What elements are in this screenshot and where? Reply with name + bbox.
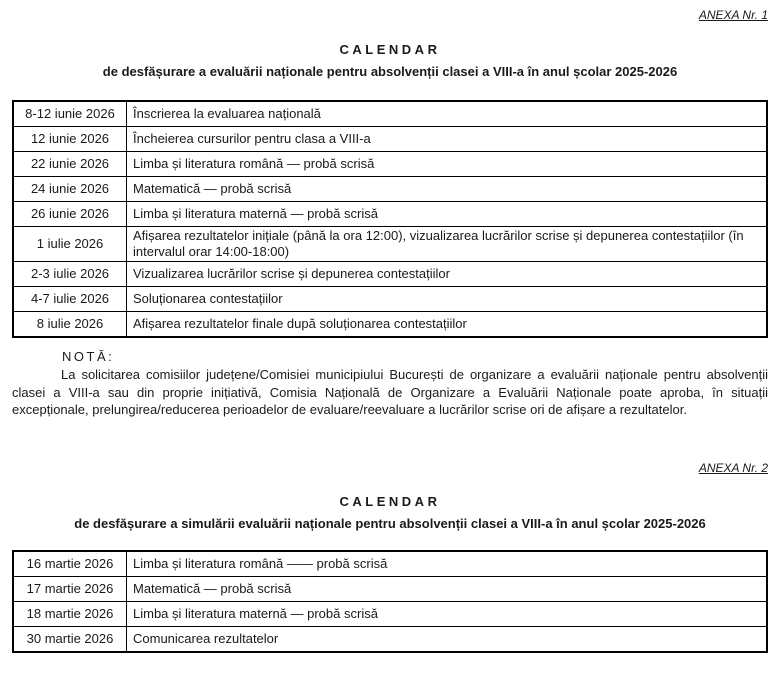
date-cell: 12 iunie 2026: [13, 127, 127, 152]
calendar-table-2: [12, 550, 768, 653]
activity-cell: Înscrierea la evaluarea națională: [127, 101, 768, 127]
activity-cell: Limba și literatura maternă — probă scrisă: [127, 202, 768, 227]
date-cell: 17 martie 2026: [13, 576, 127, 601]
note-block: [12, 349, 768, 419]
annex-1-label-text: ANEXA Nr. 1: [698, 8, 768, 22]
activity-cell: Afișarea rezultatelor finale după soluționarea contestațiilor: [127, 312, 768, 338]
table-row: [13, 287, 767, 312]
activity-cell: Limba și literatura română — probă scrisă: [127, 152, 768, 177]
date-cell: 4-7 iulie 2026: [13, 287, 127, 312]
annex-2-label-text: ANEXA Nr. 2: [698, 460, 768, 475]
note-heading: NOTĂ:: [62, 349, 115, 364]
date-cell: 18 martie 2026: [13, 601, 127, 626]
section-1-title: CALENDAR: [339, 42, 441, 57]
activity-cell: Încheierea cursurilor pentru clasa a VIII-a: [127, 127, 768, 152]
table-row: [13, 601, 767, 626]
activity-cell: Vizualizarea lucrărilor scrise și depunerea contestațiilor: [127, 262, 768, 287]
activity-cell: Matematică — probă scrisă: [127, 576, 768, 601]
table-row: [13, 101, 767, 127]
note-paragraph: La solicitarea comisiilor județene/Comisiei municipiului București de organizare a evaluării naționale pentru absolvenții clasei a VIII-a sau din proprie inițiativă, Comisia Națională de Organizare a Evaluării Naționale poate aproba, în situații excepționale, prelungirea/reducerea perioadelor de evaluare/reevaluare a lucrărilor scrise ori de afișare a rezultatelor.: [12, 367, 768, 417]
date-cell: 26 iunie 2026: [13, 202, 127, 227]
table-row: [13, 227, 767, 262]
date-cell: 2-3 iulie 2026: [13, 262, 127, 287]
calendar-table-1: [12, 100, 768, 338]
activity-cell: Soluționarea contestațiilor: [127, 287, 768, 312]
date-cell: 16 martie 2026: [13, 551, 127, 577]
table-row: [13, 262, 767, 287]
table-row: [13, 152, 767, 177]
table-row: [13, 177, 767, 202]
section-1-subtitle: de desfășurare a evaluării naționale pentru absolvenții clasei a VIII-a în anul școlar 2025-2026: [102, 64, 678, 79]
table-row: [13, 626, 767, 652]
activity-cell: Comunicarea rezultatelor: [127, 626, 768, 652]
table-row: [13, 202, 767, 227]
annex-1-label: [12, 8, 768, 22]
activity-cell: Afișarea rezultatelor inițiale (până la ora 12:00), vizualizarea lucrărilor scrise și depunerea contestațiilor (în intervalul orar 14:00-18:00): [127, 227, 768, 262]
section-2-title: CALENDAR: [339, 493, 441, 509]
date-cell: 8 iulie 2026: [13, 312, 127, 338]
date-cell: 1 iulie 2026: [13, 227, 127, 262]
date-cell: 22 iunie 2026: [13, 152, 127, 177]
date-cell: 24 iunie 2026: [13, 177, 127, 202]
table-row: [13, 127, 767, 152]
section-2-subtitle: de desfășurare a simulării evaluării naționale pentru absolvenții clasei a VIII-a în anul școlar 2025-2026: [74, 515, 706, 531]
activity-cell: Matematică — probă scrisă: [127, 177, 768, 202]
table-row: [13, 312, 767, 338]
table-row: [13, 551, 767, 577]
activity-cell: Limba și literatura română —— probă scrisă: [127, 551, 768, 577]
activity-cell: Limba și literatura maternă — probă scrisă: [127, 601, 768, 626]
table-row: [13, 576, 767, 601]
annex-2-label: [12, 461, 768, 475]
date-cell: 8-12 iunie 2026: [13, 101, 127, 127]
date-cell: 30 martie 2026: [13, 626, 127, 652]
